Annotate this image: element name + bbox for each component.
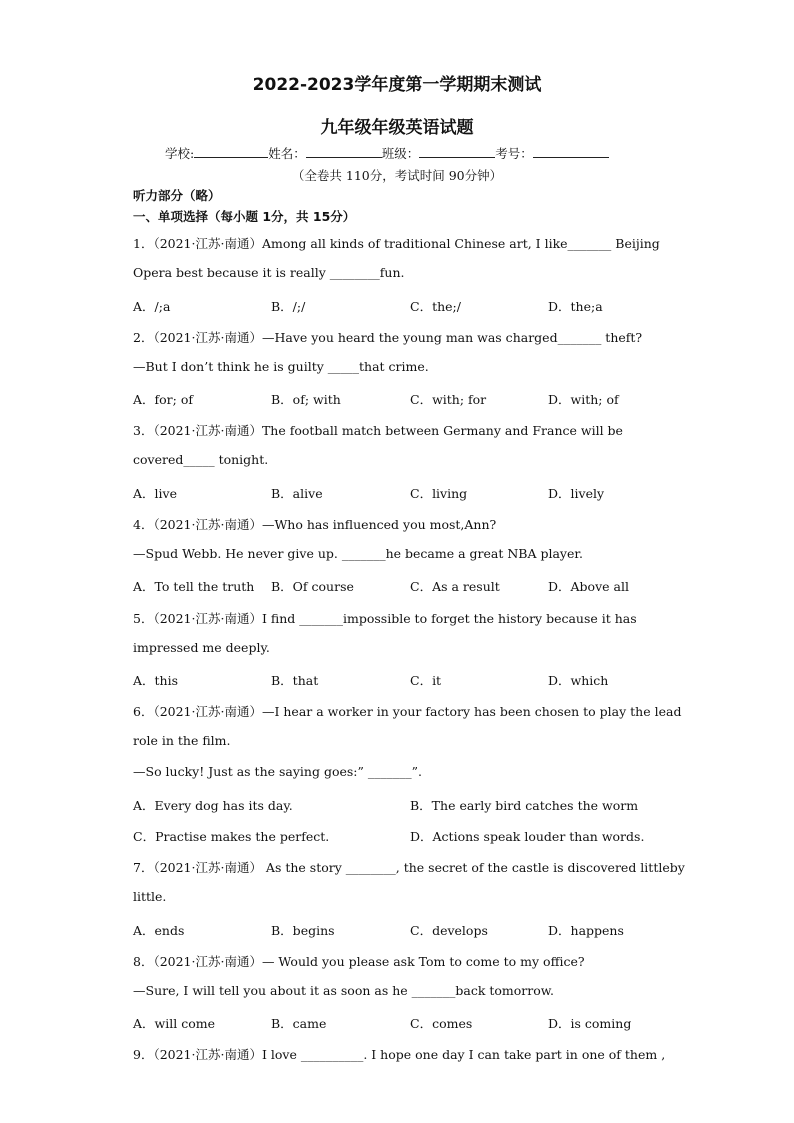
page-subtitle: 九年级年级英语试题 xyxy=(320,118,474,138)
option-b: B．begins xyxy=(271,923,335,938)
question-line: —So lucky! Just as the saying goes:” _______”. xyxy=(133,764,422,779)
option-b: B．/;/ xyxy=(271,299,306,314)
option-d: D．Actions speak louder than words. xyxy=(410,829,645,844)
question-line: 2．（2021·江苏·南通）—Have you heard the young man was charged_______ theft? xyxy=(133,330,643,345)
name-label: 姓名： xyxy=(268,146,306,161)
option-c: C．comes xyxy=(410,1016,473,1031)
question-line: 7．（2021·江苏·南通） As the story ________, the secret of the castle is discovered littleby xyxy=(133,860,685,875)
question-line: 8．（2021·江苏·南通）— Would you please ask Tom to come to my office? xyxy=(133,954,585,969)
option-d: D．lively xyxy=(548,486,605,501)
question-line: 4．（2021·江苏·南通）—Who has influenced you most,Ann? xyxy=(133,517,497,532)
question-line: —Spud Webb. He never give up. _______he became a great NBA player. xyxy=(133,546,583,561)
question-line: Opera best because it is really ________fun. xyxy=(133,265,405,280)
option-b: B．came xyxy=(271,1016,327,1031)
option-c: C．living xyxy=(410,486,468,501)
option-c: C．the;/ xyxy=(410,299,461,314)
option-d: D．which xyxy=(548,673,609,688)
name-blank xyxy=(306,145,382,158)
question-line: 3．（2021·江苏·南通）The football match between Germany and France will be xyxy=(133,423,623,438)
section-listening: 听力部分（略） xyxy=(133,188,221,203)
question-line: impressed me deeply. xyxy=(133,640,270,655)
option-c: C．it xyxy=(410,673,442,688)
question-line: covered_____ tonight. xyxy=(133,452,269,467)
option-d: D．is coming xyxy=(548,1016,632,1031)
option-c: C．Practise makes the perfect. xyxy=(133,829,330,844)
option-a: A．this xyxy=(133,673,179,688)
option-a: A．/;a xyxy=(133,299,171,314)
option-d: D．the;a xyxy=(548,299,603,314)
option-a: A．will come xyxy=(133,1016,215,1031)
option-b: B．Of course xyxy=(271,579,354,594)
option-b: B．The early bird catches the worm xyxy=(410,798,639,813)
exam-no-blank xyxy=(533,145,609,158)
option-d: D．Above all xyxy=(548,579,629,594)
school-blank xyxy=(194,145,268,158)
option-c: C．with; for xyxy=(410,392,487,407)
exam-note: （全卷共 110分，考试时间 90分钟） xyxy=(291,168,503,183)
option-c: C．As a result xyxy=(410,579,500,594)
question-line: 5．（2021·江苏·南通）I find _______impossible to forget the history because it has xyxy=(133,611,637,626)
exam-no-label: 考号： xyxy=(495,146,533,161)
question-line: role in the film. xyxy=(133,733,231,748)
option-d: D．with; of xyxy=(548,392,619,407)
option-c: C．develops xyxy=(410,923,488,938)
school-label: 学校: xyxy=(165,146,195,161)
question-line: 9．（2021·江苏·南通）I love __________. I hope one day I can take part in one of them , xyxy=(133,1047,666,1062)
class-label: 班级： xyxy=(381,146,420,161)
question-line: —Sure, I will tell you about it as soon as he _______back tomorrow. xyxy=(133,983,554,998)
option-d: D．happens xyxy=(548,923,624,938)
option-b: B．of; with xyxy=(271,392,341,407)
class-blank xyxy=(419,145,495,158)
option-a: A．ends xyxy=(133,923,185,938)
option-a: A．live xyxy=(133,486,177,501)
section-single-choice: 一、单项选择（每小题 1分，共 15分） xyxy=(133,209,356,224)
question-line: —But I don’t think he is guilty _____that crime. xyxy=(133,359,429,374)
question-line: 6．（2021·江苏·南通）—I hear a worker in your factory has been chosen to play the lead xyxy=(133,704,682,719)
page-title: 2022-2023学年度第一学期期末测试 xyxy=(252,75,542,95)
question-line: little. xyxy=(133,889,167,904)
option-a: A．Every dog has its day. xyxy=(133,798,293,813)
option-a: A．for; of xyxy=(133,392,193,407)
student-info-row xyxy=(165,144,609,162)
question-line: 1．（2021·江苏·南通）Among all kinds of traditional Chinese art, I like_______ Beijing xyxy=(133,236,660,251)
option-a: A．To tell the truth xyxy=(133,579,255,594)
option-b: B．that xyxy=(271,673,319,688)
option-b: B．alive xyxy=(271,486,323,501)
